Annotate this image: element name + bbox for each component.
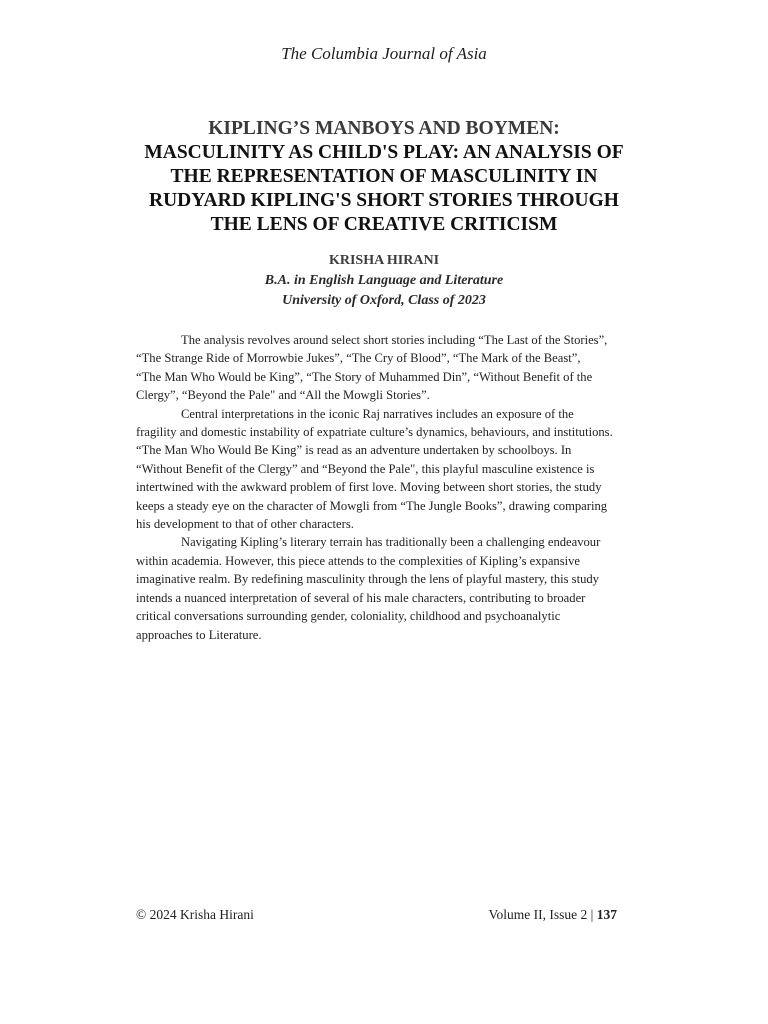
title-line: KIPLING’S MANBOYS AND BOYMEN: xyxy=(208,118,560,139)
author-institution: University of Oxford, Class of 2023 xyxy=(282,293,486,308)
author-block xyxy=(0,251,768,311)
text-line: “The Man Who Would be King”, “The Story of Muhammed Din”, “Without Benefit of the xyxy=(136,369,593,384)
text-line: “Without Benefit of the Clergy” and “Beyond the Pale", this playful masculine existence is xyxy=(136,461,595,476)
volume-page-info xyxy=(489,906,617,924)
text-line: approaches to Literature. xyxy=(136,627,262,642)
text-line: Central interpretations in the iconic Raj narratives includes an exposure of the xyxy=(181,406,574,421)
abstract-paragraph xyxy=(136,405,633,534)
abstract xyxy=(136,331,633,644)
text-line: keeps a steady eye on the character of Mowgli from “The Jungle Books”, drawing comparing xyxy=(136,498,608,513)
text-line: Navigating Kipling’s literary terrain has traditionally been a challenging endeavour xyxy=(181,535,601,550)
text-line: fragility and domestic instability of expatriate culture’s dynamics, behaviours, and institutions. xyxy=(136,425,613,440)
journal-header xyxy=(0,44,768,64)
title-line: THE REPRESENTATION OF MASCULINITY IN xyxy=(170,166,598,187)
title-line: RUDYARD KIPLING'S SHORT STORIES THROUGH xyxy=(149,190,619,211)
volume-issue: Volume II, Issue 2 | xyxy=(488,907,597,922)
text-line: “The Man Who Would Be King” is read as an adventure undertaken by schoolboys. In xyxy=(136,443,572,458)
text-line: intends a nuanced interpretation of several of his male characters, contributing to broader xyxy=(136,590,586,605)
title-line: THE LENS OF CREATIVE CRITICISM xyxy=(210,214,558,235)
article-title xyxy=(100,117,668,237)
text-line: Clergy”, “Beyond the Pale" and “All the Mowgli Stories”. xyxy=(136,388,430,403)
abstract-paragraph xyxy=(136,533,633,643)
text-line: his development to that of other characters. xyxy=(136,517,354,532)
text-line: intertwined with the awkward problem of first love. Moving between short stories, the study xyxy=(136,480,602,495)
title-line: MASCULINITY AS CHILD'S PLAY: AN ANALYSIS OF xyxy=(144,142,624,163)
text-line: within academia. However, this piece attends to the complexities of Kipling’s expansive xyxy=(136,553,581,568)
text-line: critical conversations surrounding gender, coloniality, childhood and psychoanalytic xyxy=(136,609,561,624)
author-degree: B.A. in English Language and Literature xyxy=(264,273,504,288)
text-line: The analysis revolves around select short stories including “The Last of the Stories”, xyxy=(181,333,608,347)
text-line: imaginative realm. By redefining masculinity through the lens of playful mastery, this study xyxy=(136,572,599,587)
copyright-notice: © 2024 Krisha Hirani xyxy=(136,907,254,922)
journal-name: The Columbia Journal of Asia xyxy=(281,44,487,63)
page-number: 137 xyxy=(596,907,617,922)
author-name: KRISHA HIRANI xyxy=(328,253,440,268)
abstract-paragraph xyxy=(136,331,633,405)
text-line: “The Strange Ride of Morrowbie Jukes”, “The Cry of Blood”, “The Mark of the Beast”, xyxy=(136,351,581,366)
